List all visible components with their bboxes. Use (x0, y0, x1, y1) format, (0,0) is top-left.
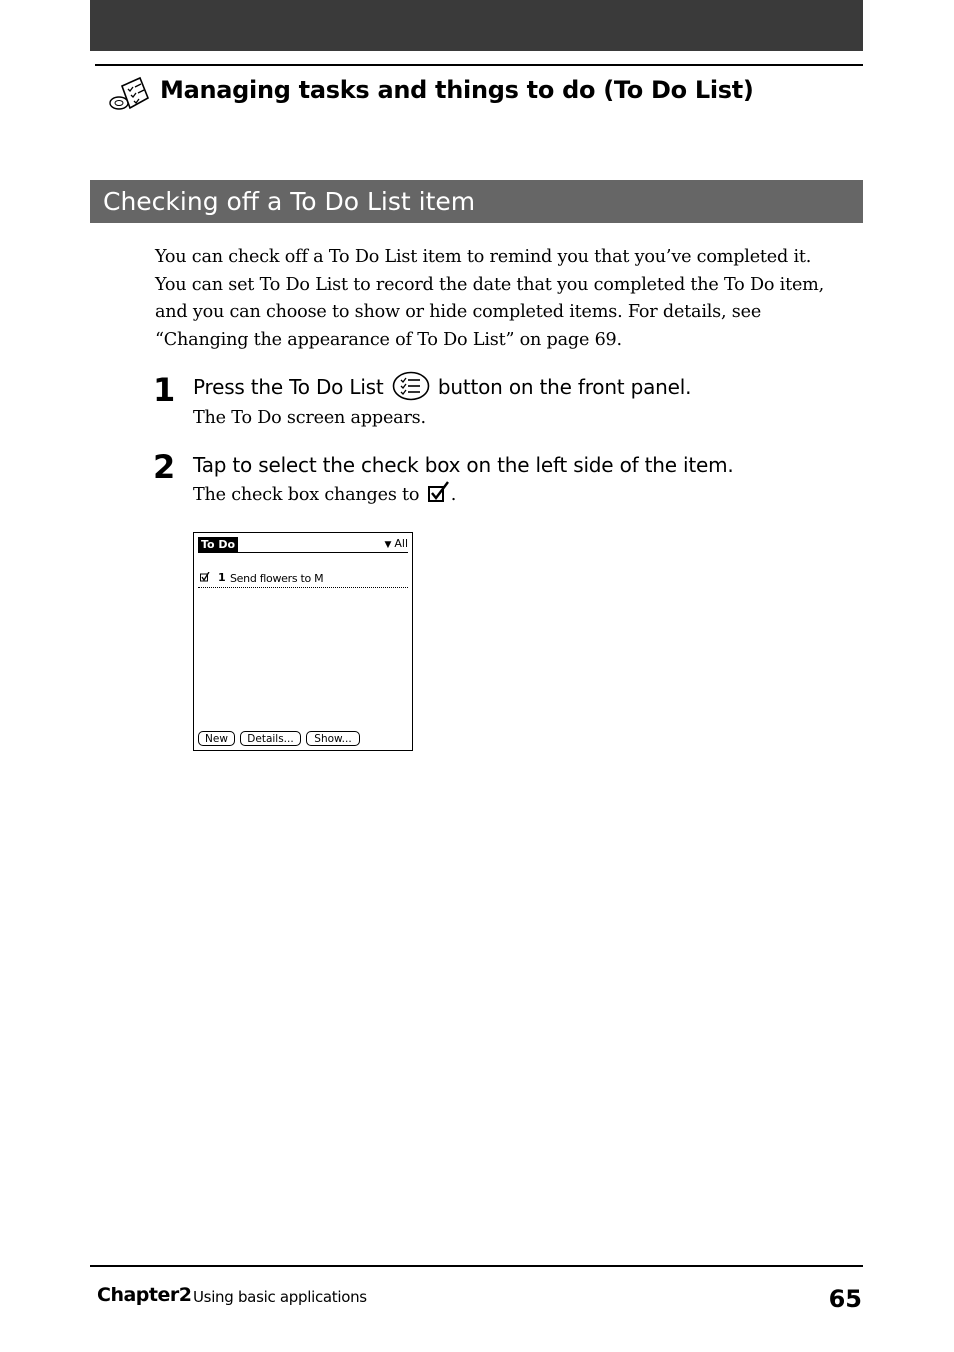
footer-chapter: Chapter2 (97, 1284, 192, 1306)
page-number: 65 (828, 1285, 862, 1313)
todo-screen (193, 532, 413, 751)
intro-paragraph (155, 244, 855, 354)
intro-line: “Changing the appearance of To Do List” on page 69. (155, 329, 622, 350)
step-number: 1 (153, 371, 176, 409)
step-instruction: Tap to select the check box on the left side of the item. (193, 453, 734, 477)
new-button[interactable]: New (198, 731, 235, 746)
step-instruction (193, 375, 691, 401)
header-rule (95, 64, 863, 66)
step-note-before: The check box changes to (193, 485, 420, 505)
footer-description: Using basic applications (193, 1288, 367, 1306)
step-note-after: . (450, 485, 457, 505)
todo-item[interactable] (198, 571, 408, 588)
intro-line: You can set To Do List to record the date that you completed the To Do item, (155, 274, 825, 295)
details-button[interactable]: Details... (240, 731, 301, 746)
step-number: 2 (153, 448, 176, 486)
section-heading: Checking off a To Do List item (90, 180, 863, 223)
top-bar (90, 0, 863, 51)
dropdown-triangle-icon: ▼ (384, 540, 392, 550)
category-picker[interactable] (384, 537, 408, 552)
intro-line: You can check off a To Do List item to remind you that you’ve completed it. (155, 247, 812, 267)
chapter-section-title: Managing tasks and things to do (To Do List) (160, 76, 754, 104)
title-underline (198, 552, 408, 553)
show-button[interactable]: Show... (306, 731, 360, 746)
footer-rule (90, 1265, 863, 1267)
checked-box-icon[interactable] (200, 572, 210, 582)
screen-title: To Do (198, 537, 238, 553)
checked-box-icon (427, 481, 451, 503)
item-priority[interactable]: 1 (218, 571, 226, 584)
step-text-before: Press the To Do List (193, 375, 384, 399)
step-text-after: button on the front panel. (437, 375, 692, 399)
todo-button-icon (392, 371, 430, 401)
todo-list-icon (108, 76, 150, 112)
item-description[interactable]: Send flowers to M (230, 572, 324, 585)
step-result (193, 485, 456, 505)
intro-line: and you can choose to show or hide completed items. For details, see (155, 302, 762, 322)
step-result: The To Do screen appears. (193, 408, 426, 428)
category-label: All (394, 537, 408, 550)
